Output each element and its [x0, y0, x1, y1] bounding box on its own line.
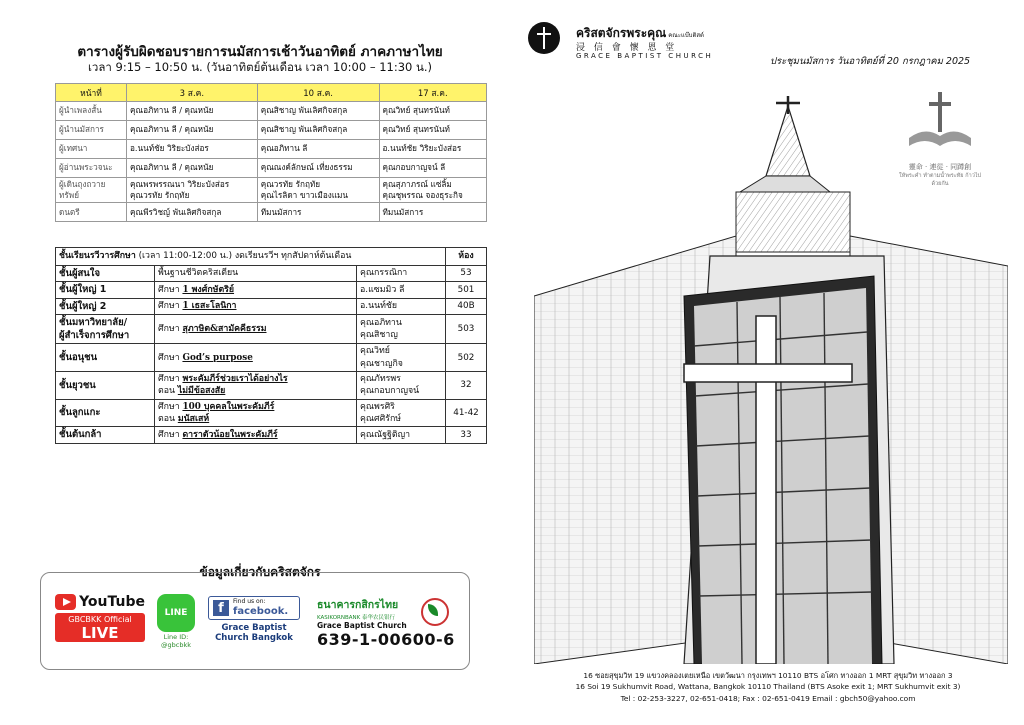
class-topic: 1 เธสะโลนิกา — [182, 301, 237, 312]
duty-body — [56, 102, 487, 222]
duty-header-row — [56, 84, 487, 102]
class-room: 501 — [446, 282, 487, 298]
facebook-brand: facebook. — [233, 605, 289, 617]
class-teacher: อ.นนท์ชัย — [357, 298, 446, 314]
youtube-live-badge — [55, 613, 145, 642]
youtube-channel: GBCBKK Official — [68, 615, 132, 624]
class-teacher: คุณวิทย์ คุณชาญกิจ — [357, 344, 446, 372]
class-name: ชั้นผู้ใหญ่ 2 — [56, 298, 155, 314]
line-id-label: Line ID: — [163, 633, 189, 641]
class-room: 33 — [446, 427, 487, 443]
duty-row — [56, 178, 487, 203]
duty-role: ผู้อ่านพระวจนะ — [56, 159, 127, 178]
bank-name-en: KASIKORNBANK 泰华农民银行 — [317, 615, 395, 621]
class-body — [56, 266, 487, 444]
duty-cell: คุณสิชาญ พันเลิศกิจสกุล — [257, 102, 379, 121]
class-header-row — [56, 248, 487, 266]
class-header-title: ชั้นเรียนรวีวารศึกษา — [59, 251, 136, 262]
class-topic-prefix: ศึกษา — [158, 401, 183, 412]
duty-cell: อ.นนท์ชัย วิริยะบังส่อร — [379, 140, 487, 159]
facebook-find-label: Find us on: — [233, 598, 266, 605]
duty-row — [56, 121, 487, 140]
footer-line-2: 16 Soi 19 Sukhumvit Road, Wattana, Bangkok 10110 Thailand (BTS Asoke exit 1; MRT Sukhumvit exit 3) — [575, 682, 961, 692]
class-header-room: ห้อง — [446, 248, 487, 266]
class-name: ชั้นต้นกล้า — [56, 427, 155, 443]
class-topic: สุภาษิต&สามัคคีธรรม — [182, 324, 267, 335]
duty-row — [56, 159, 487, 178]
duty-cell: อ.นนท์ชัย วิริยะบังส่อร — [127, 140, 258, 159]
class-row — [56, 427, 487, 443]
class-teacher: คุณอภิทาน คุณสิชาญ — [357, 314, 446, 344]
class-row — [56, 372, 487, 400]
church-name-small: คณะแบ๊บติสต์ — [666, 32, 704, 39]
schedule-title: ตารางผู้รับผิดชอบรายการนมัสการเช้าวันอาทิตย์ ภาคภาษาไทย — [77, 44, 443, 60]
duty-header-role: หน้าที่ — [56, 84, 127, 102]
class-room: 32 — [446, 372, 487, 400]
class-row — [56, 266, 487, 282]
class-name: ชั้นผู้ใหญ่ 1 — [56, 282, 155, 298]
schedule-time: เวลา 9:15 – 10:50 น. (วันอาทิตย์ต้นเดือน เวลา 10:00 – 11:30 น.) — [87, 60, 433, 74]
church-name-cn: 浸 信 會 懷 恩 堂 — [576, 43, 678, 53]
duty-row — [56, 102, 487, 121]
class-row — [56, 399, 487, 427]
duty-cell: คุณณงค์ลักษณ์ เที่ยงธรรม — [257, 159, 379, 178]
duty-cell: คุณพรพรรณนา วิริยะบังส่อร คุณวรทัย รักฤทัย — [127, 178, 258, 203]
duty-cell: คุณอภิทาน ลี — [257, 140, 379, 159]
class-header-note: (เวลา 11:00-12:00 น.) งดเรียนรวีฯ ทุกสัปดาห์ต้นเดือน — [135, 251, 352, 262]
facebook-page-name: Grace Baptist Church Bangkok — [215, 622, 293, 643]
class-name: ชั้นอนุชน — [56, 344, 155, 372]
youtube-live-label: LIVE — [81, 624, 119, 642]
class-topic2: ไม่มีข้อสงสัย — [177, 386, 226, 397]
class-row — [56, 344, 487, 372]
class-topic: 1 พงศ์กษัตริย์ — [182, 284, 235, 295]
duty-cell: ทีมนมัสการ — [379, 203, 487, 222]
class-name: ชั้นลูกแกะ — [56, 399, 155, 427]
line-icon: LINE — [157, 594, 195, 632]
class-topic-prefix: ศึกษา — [158, 284, 183, 295]
line-id-value: @gbcbkk — [161, 640, 191, 649]
class-topic-prefix: ศึกษา — [158, 352, 183, 363]
class-topic: พระคัมภีร์ช่วยเราได้อย่างไร — [182, 374, 288, 385]
duty-header-date: 3 ส.ค. — [127, 84, 258, 102]
class-name: ชั้นผู้สนใจ — [56, 266, 155, 282]
class-topic2-prefix: ตอน — [158, 414, 178, 425]
class-row — [56, 282, 487, 298]
class-topic-prefix: ศึกษา — [158, 374, 183, 385]
duty-cell: คุณสุภาภรณ์ แซ่ลิ้ม คุณชุพรรณ จองธุระกิจ — [379, 178, 487, 203]
youtube-wordmark: YouTube — [79, 594, 145, 610]
line-block[interactable] — [155, 594, 197, 650]
class-teacher: คุณพรศิริ คุณศศิรักษ์ — [357, 399, 446, 427]
bible-cross-icon — [905, 88, 975, 158]
service-date: ประชุมนมัสการ วันอาทิตย์ที่ 20 กรกฎาคม 2025 — [770, 56, 971, 67]
footer-line-3: Tel : 02-253-3227, 02-651-0418; Fax : 02-651-0419 Email : gbch50@yahoo.com — [620, 693, 916, 703]
youtube-block[interactable] — [55, 594, 145, 642]
class-topic2-prefix: ตอน — [158, 386, 178, 397]
class-room: 41-42 — [446, 399, 487, 427]
class-topic-prefix: ศึกษา — [158, 324, 183, 335]
class-topic: ดาราตัวน้อยในพระคัมภีร์ — [182, 429, 278, 440]
class-header — [56, 248, 446, 266]
class-teacher: คุณกรรณิกา — [357, 266, 446, 282]
duty-row — [56, 140, 487, 159]
class-room: 40B — [446, 298, 487, 314]
duty-role: ผู้เดินถุงถวายทรัพย์ — [56, 178, 127, 203]
bank-account-number: 639-1-00600-6 — [317, 630, 455, 649]
class-topic-cell — [155, 314, 357, 344]
class-teacher: คุณณัฐฐิติญา — [357, 427, 446, 443]
class-topic-cell — [155, 427, 357, 443]
class-row — [56, 314, 487, 344]
duty-cell: คุณอภิทาน ลี / คุณหนัย — [127, 121, 258, 140]
duty-cell: คุณวิทย์ สุนทรนันท์ — [379, 121, 487, 140]
class-room: 502 — [446, 344, 487, 372]
class-table — [55, 247, 487, 444]
class-teacher: คุณภัทรพร คุณกอบกาญจน์ — [357, 372, 446, 400]
class-topic-cell — [155, 344, 357, 372]
duty-table — [55, 83, 487, 222]
emblem-thai: ให้พระคำ ทำตามน้ำพระทัย ก้าวไปด้วยกัน — [898, 173, 982, 187]
class-row — [56, 298, 487, 314]
bank-block — [317, 596, 457, 649]
info-title: ข้อมูลเกี่ยวกับคริสตจักร — [199, 565, 321, 579]
class-topic-prefix: ศึกษา — [158, 429, 183, 440]
duty-cell: คุณอภิทาน ลี / คุณหนัย — [127, 102, 258, 121]
emblem-chinese: 靈命 · 連從 · 同蹲創 — [908, 163, 972, 171]
duty-cell: คุณพีรวิชญ์ พันเลิศกิจสกุล — [127, 203, 258, 222]
youtube-icon — [55, 594, 76, 610]
class-topic-cell — [155, 282, 357, 298]
class-topic-cell — [155, 298, 357, 314]
church-cross-logo — [528, 22, 560, 54]
duty-cell: คุณวรทัย รักฤทัย คุณไรลิดา ขาวเมืองแมน — [257, 178, 379, 203]
duty-role: ผู้เทศนา — [56, 140, 127, 159]
class-room: 503 — [446, 314, 487, 344]
class-teacher: อ.แซมมิว ลี — [357, 282, 446, 298]
class-topic2: มนัสเสห์ — [177, 414, 210, 425]
duty-cell: ทีมนมัสการ — [257, 203, 379, 222]
duty-cell: คุณกอบกาญจน์ ลี — [379, 159, 487, 178]
facebook-text — [233, 599, 288, 617]
youtube-logo — [55, 594, 145, 610]
duty-header-date: 17 ส.ค. — [379, 84, 487, 102]
facebook-icon: f — [213, 600, 229, 616]
kasikorn-bank-icon — [421, 598, 449, 626]
spire — [766, 106, 810, 176]
class-name: ชั้นมหาวิทยาลัย/ ผู้สำเร็จการศึกษา — [56, 314, 155, 344]
class-topic-cell — [155, 266, 357, 282]
line-id — [155, 634, 197, 650]
class-topic: 100 บุคคลในพระคัมภีร์ — [182, 401, 275, 412]
bible-cross-emblem — [895, 88, 985, 188]
footer-address — [512, 670, 1024, 704]
class-name: ชั้นยุวชน — [56, 372, 155, 400]
class-room: 53 — [446, 266, 487, 282]
big-cross-horizontal — [684, 364, 852, 382]
duty-role: ผู้นำเพลงสั้น — [56, 102, 127, 121]
church-name-en: GRACE BAPTIST CHURCH — [576, 52, 714, 60]
duty-role: ผู้นำนมัสการ — [56, 121, 127, 140]
bank-name-th: ธนาคารกสิกรไทย — [317, 599, 399, 611]
class-topic-cell — [155, 399, 357, 427]
duty-row — [56, 203, 487, 222]
class-topic: God’s purpose — [182, 352, 253, 363]
class-topic-prefix: ศึกษา — [158, 301, 183, 312]
duty-header-date: 10 ส.ค. — [257, 84, 379, 102]
church-name-th: คริสตจักรพระคุณ — [576, 26, 667, 40]
duty-role: ดนตรี — [56, 203, 127, 222]
facebook-block[interactable] — [208, 596, 300, 643]
bank-account-name: Grace Baptist Church — [317, 621, 407, 630]
class-topic-prefix: พื้นฐานชีวิตคริสเตียน — [158, 268, 239, 279]
facebook-badge — [208, 596, 300, 620]
duty-cell: คุณสิชาญ พันเลิศกิจสกุล — [257, 121, 379, 140]
duty-cell: คุณวิทย์ สุนทรนันท์ — [379, 102, 487, 121]
footer-line-1: 16 ซอยสุขุมวิท 19 แขวงคลองเตยเหนือ เขตวัฒนา กรุงเทพฯ 10110 BTS อโศก ทางออก 1 MRT สุขุมวิท ทางออก 3 — [583, 671, 953, 680]
duty-cell: คุณอภิทาน ลี / คุณหนัย — [127, 159, 258, 178]
class-topic-cell — [155, 372, 357, 400]
